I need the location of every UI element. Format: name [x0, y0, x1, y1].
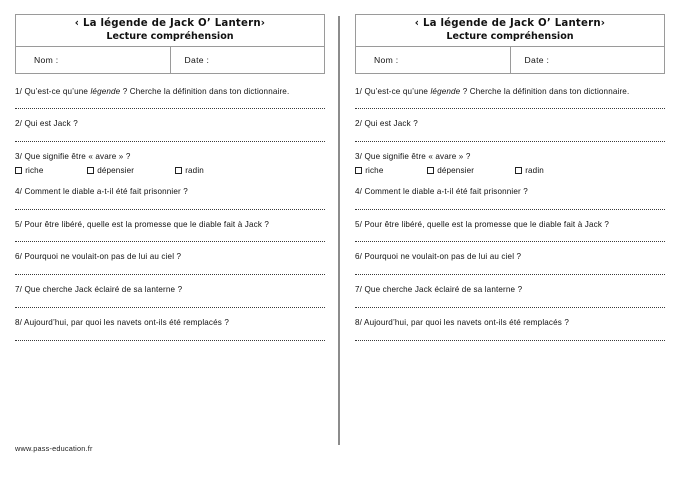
question-2-text: [355, 118, 665, 130]
question-5-body: Pour être libéré, quelle est la promesse que le diable fait à Jack ?: [24, 219, 270, 229]
date-field[interactable]: [170, 46, 325, 73]
date-label: Date :: [524, 54, 550, 65]
question-8-body: Aujourd’hui, par quoi les navets ont-ils été remplacés ?: [24, 317, 230, 327]
title-row: [16, 15, 325, 47]
question-4-number: 4/: [15, 186, 23, 196]
question-5-number: 5/: [15, 219, 23, 229]
question-4: [15, 186, 325, 210]
question-3-body: Que signifie être « avare » ?: [24, 152, 131, 162]
answer-line-8[interactable]: [355, 340, 665, 341]
page-subtitle: Lecture compréhension: [446, 30, 574, 42]
answer-line-8[interactable]: [15, 340, 325, 341]
questions-list: [355, 86, 665, 341]
choice-depensier[interactable]: [427, 166, 515, 175]
choice-radin[interactable]: [515, 166, 544, 175]
question-1-tail: ? Cherche la définition dans ton dictionnaire.: [460, 86, 630, 96]
question-3-choices: [355, 166, 665, 175]
question-3: [355, 151, 665, 175]
question-7-number: 7/: [15, 285, 23, 295]
question-8-number: 8/: [355, 317, 363, 327]
date-label: Date :: [184, 54, 210, 65]
question-7: [355, 284, 665, 308]
question-3-text: [15, 151, 325, 163]
question-6-number: 6/: [355, 252, 363, 262]
question-6: [15, 251, 325, 275]
answer-line-6[interactable]: [355, 274, 665, 275]
answer-line-4[interactable]: [355, 209, 665, 210]
choice-depensier[interactable]: [87, 166, 175, 175]
choice-riche[interactable]: [15, 166, 87, 175]
question-3-body: Que signifie être « avare » ?: [364, 152, 471, 162]
page-title: ‹ La légende de Jack O’ Lantern›: [74, 18, 266, 29]
name-field[interactable]: [356, 46, 511, 73]
question-6-body: Pourquoi ne voulait-on pas de lui au ciel ?: [364, 252, 522, 262]
question-1-text: [15, 86, 325, 98]
answer-line-6[interactable]: [15, 274, 325, 275]
date-field[interactable]: [510, 46, 665, 73]
question-4-body: Comment le diable a-t-il été fait prisonnier ?: [364, 186, 528, 196]
question-4-number: 4/: [355, 186, 363, 196]
question-8-text: [15, 317, 325, 329]
question-8-number: 8/: [15, 317, 23, 327]
question-6: [355, 251, 665, 275]
question-5-text: [15, 219, 325, 231]
question-2-number: 2/: [355, 119, 363, 129]
choice-depensier-label: dépensier: [437, 165, 475, 175]
name-label: Nom :: [34, 54, 59, 65]
question-8-body: Aujourd’hui, par quoi les navets ont-ils été remplacés ?: [364, 317, 570, 327]
question-1-tail: ? Cherche la définition dans ton dictionnaire.: [120, 86, 290, 96]
worksheet-content-left: [15, 14, 325, 350]
question-2: [15, 118, 325, 142]
question-8: [15, 317, 325, 341]
title-cell: [356, 15, 665, 47]
answer-line-1[interactable]: [15, 108, 325, 109]
question-7-text: [355, 284, 665, 296]
question-1-number: 1/: [15, 86, 23, 96]
answer-line-5[interactable]: [355, 241, 665, 242]
answer-line-4[interactable]: [15, 209, 325, 210]
question-2-body: Qui est Jack ?: [24, 119, 78, 129]
question-1-text: [355, 86, 665, 98]
question-5: [355, 219, 665, 243]
choice-radin[interactable]: [175, 166, 204, 175]
choice-riche-label: riche: [25, 165, 44, 175]
identity-row: [356, 46, 665, 73]
questions-list: [15, 86, 325, 341]
name-label: Nom :: [374, 54, 399, 65]
question-5-text: [355, 219, 665, 231]
answer-line-2[interactable]: [15, 141, 325, 142]
question-6-text: [355, 251, 665, 263]
question-1-body: Qu’est-ce qu’une: [24, 86, 91, 96]
checkbox-icon[interactable]: [87, 167, 94, 174]
question-8-text: [355, 317, 665, 329]
page-subtitle: Lecture compréhension: [106, 30, 234, 42]
question-6-body: Pourquoi ne voulait-on pas de lui au ciel ?: [24, 252, 182, 262]
title-cell: [16, 15, 325, 47]
question-4-text: [15, 186, 325, 198]
answer-line-5[interactable]: [15, 241, 325, 242]
question-3-number: 3/: [355, 152, 363, 162]
question-2-text: [15, 118, 325, 130]
question-1-italic: légende: [90, 86, 121, 96]
question-2-body: Qui est Jack ?: [364, 119, 418, 129]
checkbox-icon[interactable]: [427, 167, 434, 174]
choice-depensier-label: dépensier: [97, 165, 135, 175]
question-4-text: [355, 186, 665, 198]
footer-url: www.pass-education.fr: [15, 444, 93, 453]
question-3-number: 3/: [15, 152, 23, 162]
question-5-number: 5/: [355, 219, 363, 229]
worksheet-content-right: [355, 14, 665, 350]
question-8: [355, 317, 665, 341]
question-7-body: Que cherche Jack éclairé de sa lanterne ?: [24, 285, 183, 295]
identity-row: [16, 46, 325, 73]
question-1: [355, 86, 665, 110]
question-1-italic: légende: [430, 86, 461, 96]
checkbox-icon[interactable]: [175, 167, 182, 174]
question-7: [15, 284, 325, 308]
question-1-number: 1/: [355, 86, 363, 96]
worksheet-copy-right: [340, 0, 680, 480]
question-3-text: [355, 151, 665, 163]
checkbox-icon[interactable]: [15, 167, 22, 174]
question-7-body: Que cherche Jack éclairé de sa lanterne ?: [364, 285, 523, 295]
answer-line-1[interactable]: [355, 108, 665, 109]
choice-radin-label: radin: [185, 165, 204, 175]
answer-line-7[interactable]: [355, 307, 665, 308]
name-field[interactable]: [16, 46, 171, 73]
question-2-number: 2/: [15, 119, 23, 129]
question-3: [15, 151, 325, 175]
question-6-number: 6/: [15, 252, 23, 262]
title-row: [356, 15, 665, 47]
question-6-text: [15, 251, 325, 263]
question-1: [15, 86, 325, 110]
question-1-body: Qu’est-ce qu’une: [364, 86, 431, 96]
header-table: [355, 14, 665, 74]
question-7-text: [15, 284, 325, 296]
header-table: [15, 14, 325, 74]
choice-riche[interactable]: [355, 166, 427, 175]
answer-line-7[interactable]: [15, 307, 325, 308]
page-title: ‹ La légende de Jack O’ Lantern›: [414, 18, 606, 29]
choice-radin-label: radin: [525, 165, 544, 175]
question-3-choices: [15, 166, 325, 175]
question-4: [355, 186, 665, 210]
question-7-number: 7/: [355, 285, 363, 295]
answer-line-2[interactable]: [355, 141, 665, 142]
copy-divider: [338, 16, 340, 445]
question-2: [355, 118, 665, 142]
choice-riche-label: riche: [365, 165, 384, 175]
question-5-body: Pour être libéré, quelle est la promesse que le diable fait à Jack ?: [364, 219, 610, 229]
checkbox-icon[interactable]: [515, 167, 522, 174]
question-5: [15, 219, 325, 243]
checkbox-icon[interactable]: [355, 167, 362, 174]
question-4-body: Comment le diable a-t-il été fait prisonnier ?: [24, 186, 188, 196]
